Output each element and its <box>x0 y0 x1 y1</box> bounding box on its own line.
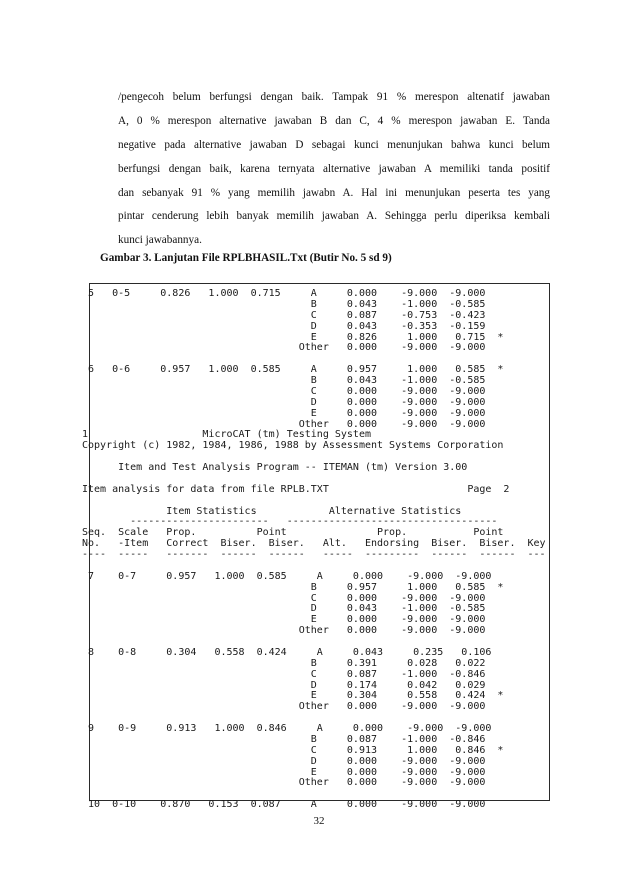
output-line: B 0.043 -1.000 -0.585 <box>82 375 486 386</box>
output-line: C 0.087 -0.753 -0.423 <box>82 309 486 321</box>
output-line: E 0.000 -9.000 -9.000 <box>82 614 486 626</box>
output-line: Other 0.000 -9.000 -9.000 <box>82 777 486 789</box>
output-line: B 0.087 -1.000 -0.846 <box>82 733 486 745</box>
output-line: B 0.957 1.000 0.585 * <box>82 581 504 593</box>
paragraph-line: negative pada alternative jawaban D sebagai kunci menunjukan bahwa kunci belum <box>118 138 550 151</box>
output-line: Other 0.000 -9.000 -9.000 <box>82 625 486 637</box>
output-line: E 0.304 0.558 0.424 * <box>82 690 504 702</box>
body-paragraph <box>118 86 550 253</box>
output-line: 1 MicroCAT (tm) Testing System <box>82 429 371 441</box>
output-line: 10 0-10 0.870 0.153 0.087 A 0.000 -9.000 -9.000 <box>82 799 486 811</box>
output-line: Other 0.000 -9.000 -9.000 <box>82 701 486 713</box>
output-line: E 0.000 -9.000 -9.000 <box>82 766 486 778</box>
output-line: ----------------------- ----------------------------------- <box>82 516 498 528</box>
output-line: E 0.826 1.000 0.715 * <box>82 331 504 343</box>
output-line: D 0.174 0.042 0.029 <box>82 679 486 691</box>
output-line: C 0.000 -9.000 -9.000 <box>82 385 486 397</box>
output-line: D 0.043 -1.000 -0.585 <box>82 603 486 615</box>
output-line: B 0.043 -1.000 -0.585 <box>82 298 486 310</box>
output-line: 7 0-7 0.957 1.000 0.585 A 0.000 -9.000 -9.000 <box>82 570 492 582</box>
output-line: ---- ----- ------- ------ ------ ----- --------- ------ ------ --- <box>82 549 546 560</box>
output-line: Other 0.000 -9.000 -9.000 <box>82 342 486 354</box>
output-line: C 0.000 -9.000 -9.000 <box>82 592 486 604</box>
output-line: Copyright (c) 1982, 1984, 1986, 1988 by Assessment Systems Corporation <box>82 440 504 452</box>
output-line: Seq. Scale Prop. Point Prop. Point <box>82 527 504 539</box>
page-number: 32 <box>313 815 325 827</box>
iteman-output-text <box>82 289 546 811</box>
output-line: D 0.000 -9.000 -9.000 <box>82 755 486 767</box>
output-line: B 0.391 0.028 0.022 <box>82 657 486 669</box>
paragraph-line: dan sebanyak 91 % yang memilih jawabn A. Hal ini menunjukan peserta tes yang <box>118 186 550 199</box>
paragraph-line: berfungsi dengan baik, karena ternyata alternative jawaban A memiliki tanda positif <box>118 162 550 175</box>
output-line: D 0.043 -0.353 -0.159 <box>82 320 486 332</box>
output-line: 5 0-5 0.826 1.000 0.715 A 0.000 -9.000 -9.000 <box>82 288 486 299</box>
iteman-output-screenshot <box>82 283 550 811</box>
output-line: Item and Test Analysis Program -- ITEMAN (tm) Version 3.00 <box>82 462 468 473</box>
output-line: C 0.087 -1.000 -0.846 <box>82 668 486 680</box>
output-line: 9 0-9 0.913 1.000 0.846 A 0.000 -9.000 -9.000 <box>82 723 492 734</box>
output-line: C 0.913 1.000 0.846 * <box>82 744 504 756</box>
paragraph-line: pintar cenderung lebih banyak memilih jawaban A. Sehingga perlu diperiksa kembali <box>118 210 550 223</box>
output-line: 6 0-6 0.957 1.000 0.585 A 0.957 1.000 0.585 * <box>82 364 504 376</box>
paragraph-line: /pengecoh belum berfungsi dengan baik. Tampak 91 % merespon altenatif jawaban <box>118 91 550 103</box>
output-line: E 0.000 -9.000 -9.000 <box>82 407 486 419</box>
output-line: Other 0.000 -9.000 -9.000 <box>82 418 486 430</box>
paragraph-line: kunci jawabannya. <box>118 234 202 247</box>
output-line: D 0.000 -9.000 -9.000 <box>82 396 486 408</box>
output-line: 8 0-8 0.304 0.558 0.424 A 0.043 0.235 0.106 <box>82 646 492 658</box>
figure-caption: Gambar 3. Lanjutan File RPLBHASIL.Txt (Butir No. 5 sd 9) <box>100 252 392 264</box>
output-line: Item Statistics Alternative Statistics <box>82 505 462 517</box>
output-line: No. -Item Correct Biser. Biser. Alt. Endorsing Biser. Biser. Key <box>82 538 546 550</box>
output-line: Item analysis for data from file RPLB.TXT Page 2 <box>82 483 510 495</box>
paragraph-line: A, 0 % merespon alternative jawaban B dan C, 4 % merespon jawaban E. Tanda <box>118 114 550 127</box>
